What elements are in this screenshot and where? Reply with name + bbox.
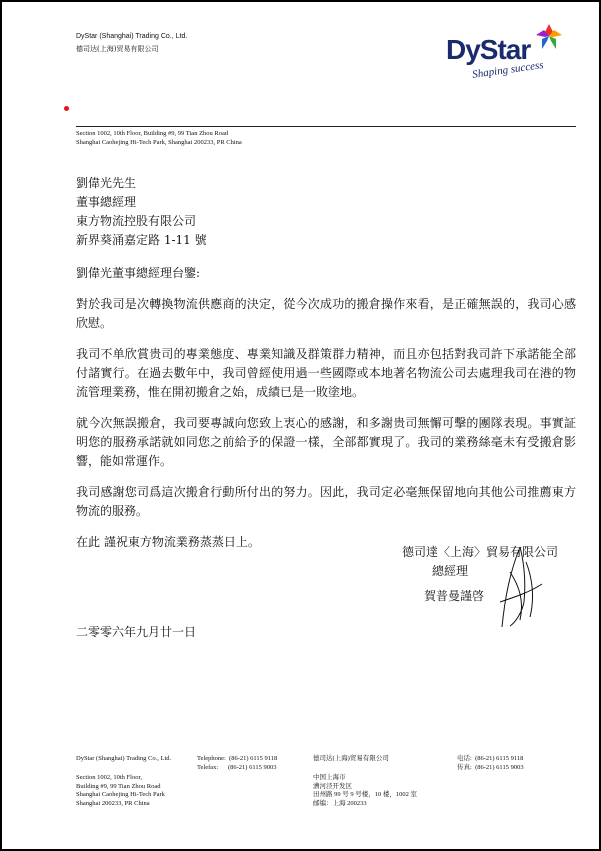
- telephone-value: (86-21) 6115 9118: [229, 755, 278, 762]
- footer-company-en-text: DyStar (Shanghai) Trading Co., Ltd.: [76, 755, 172, 762]
- telephone-label: Telephone:: [197, 755, 226, 762]
- logo-tagline: Shaping success: [471, 59, 545, 81]
- handwritten-signature: [480, 542, 550, 632]
- footer-address-cn-line: 漕河泾开发区: [313, 782, 352, 790]
- paragraph: 對於我司是次轉換物流供應商的決定，從今次成功的搬倉操作來看，是正確無誤的，我司心感欣慰。: [76, 297, 576, 330]
- telefax-label: Telefax:: [197, 764, 219, 771]
- letter-body: [76, 174, 576, 552]
- footer-address-en-line: Section 1002, 10th Floor,: [76, 774, 143, 781]
- phone-cn-label: 电话:: [457, 755, 472, 762]
- footer-address-cn-line: 邮编：上海 200233: [313, 799, 367, 807]
- dystar-logo: [442, 20, 582, 80]
- footer-address-cn-line: 中国上海市: [313, 774, 346, 781]
- signoff-name: 賀普曼謹啓: [424, 589, 485, 603]
- footer-address-en-line: Building #9, 99 Tian Zhou Road: [76, 782, 161, 790]
- signoff-company: 德司達〈上海〉貿易有限公司: [402, 545, 559, 559]
- red-dot: [64, 106, 69, 111]
- fax-cn-value: (86-21) 6115 9003: [475, 764, 524, 771]
- recipient-name: 劉偉光先生: [76, 176, 137, 190]
- header-address-line1: Section 1002, 10th Floor, Building #9, 99 Tian Zhou Road: [76, 130, 229, 137]
- footer-address-en: [76, 774, 165, 808]
- header-company-cn: 德司达(上海)贸易有限公司: [76, 45, 159, 53]
- footer-address-cn-line: 田州路 99 号 9 号楼，10 楼，1002 室: [313, 791, 417, 798]
- telefax-value: (86-21) 6115 9003: [227, 764, 277, 771]
- fax-cn-label: 传真:: [457, 764, 472, 771]
- phone-cn-value: (86-21) 6115 9118: [475, 755, 524, 762]
- footer-contact-cn: [457, 754, 524, 772]
- salutation: 劉偉光董事總經理台鑒:: [76, 266, 201, 280]
- header-company-en: DyStar (Shanghai) Trading Co., Ltd.: [76, 33, 188, 40]
- footer-company-en: [76, 754, 171, 763]
- logo-star-icon: [534, 22, 564, 52]
- footer-address-en-line: Shanghai 200233, PR China: [76, 799, 150, 807]
- recipient-company: 東方物流控股有限公司: [76, 214, 197, 228]
- paragraph: 我司感謝您司爲這次搬倉行動所付出的努力。因此，我司定必毫無保留地向其他公司推薦東方物流的服務。: [76, 485, 576, 518]
- recipient-address: 新界葵涌嘉定路 1-11 號: [76, 233, 207, 247]
- footer-address-cn: [313, 774, 417, 808]
- header-rule: [76, 126, 576, 127]
- recipient-title: 董事總經理: [76, 195, 137, 209]
- logo-word: DyStar: [446, 34, 531, 65]
- footer-company-cn: [313, 754, 389, 763]
- recipient-block: [76, 174, 576, 250]
- paragraph: 我司不单欣賞贵司的專業態度、專業知識及群策群力精神，而且亦包括對我司許下承諾能全部付諸實行。在過去數年中，我司曾經使用過一些國際或本地著名物流公司去處理我司在港的物流管理業務，惟在開初搬倉之始，成績已是一敗塗地。: [76, 347, 576, 399]
- closing-wish: 在此 謹祝東方物流業務蒸蒸日上。: [76, 535, 260, 549]
- signoff-title: 總經理: [432, 564, 469, 578]
- letter-date: 二零零六年九月廿一日: [76, 625, 197, 639]
- footer-contact-en: [197, 754, 277, 772]
- paragraph: 就今次無誤搬倉，我司要專誠向您致上衷心的感謝，和多謝贵司無懈可擊的團隊表現。事實証明您的服務承諾就如同您之前給予的保證一樣，全部都實現了。我司的業務絲毫未有受搬倉影響，能如常運作。: [76, 416, 576, 468]
- footer-company-cn-text: 德司达(上海)贸易有限公司: [313, 755, 389, 762]
- header-address-line2: Shanghai Caohejing Hi-Tech Park, Shanghai 200233, PR China: [76, 139, 242, 146]
- footer-address-en-line: Shanghai Caohejing Hi-Tech Park: [76, 791, 165, 798]
